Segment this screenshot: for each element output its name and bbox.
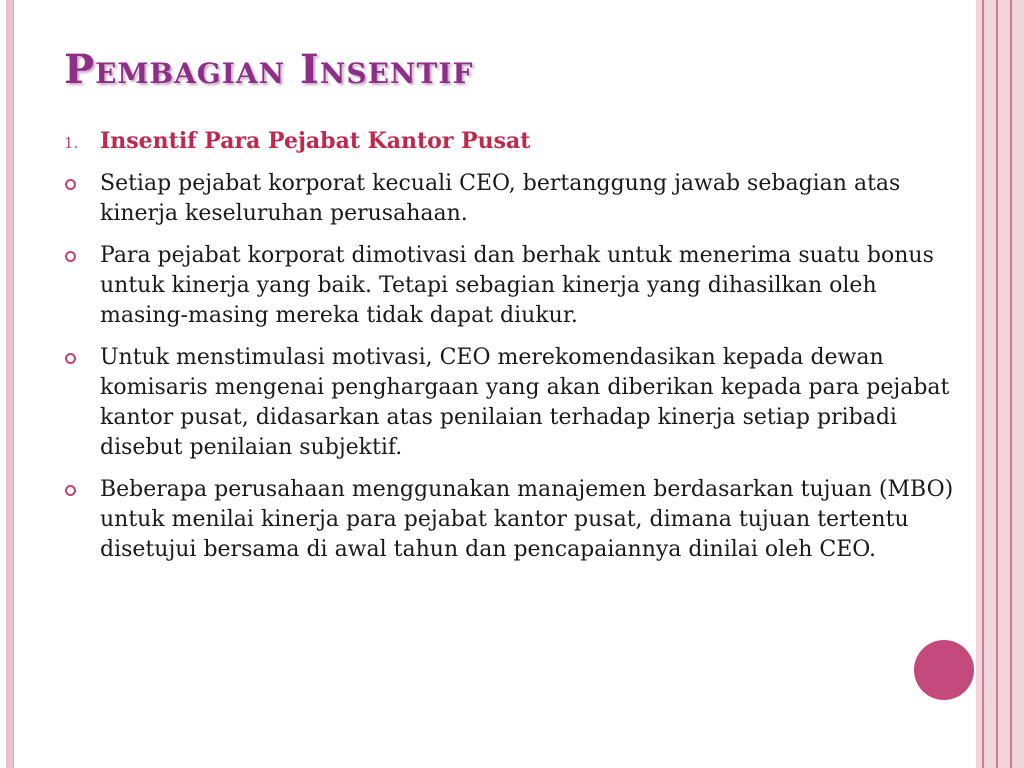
bullet-circle-icon — [64, 475, 94, 506]
bullet-text: Untuk menstimulasi motivasi, CEO merekomendasikan kepada dewan komisaris mengenai penghargaan yang akan diberikan kepada para pejabat kantor pusat, didasarkan atas penilaian terhadap kinerja setiap pribadi disebut penilaian subjektif. — [100, 345, 950, 460]
bullet-item — [64, 169, 964, 229]
section-heading: Insentif Para Pejabat Kantor Pusat — [100, 128, 531, 154]
bullet-item — [64, 475, 964, 565]
bullet-circle-icon — [64, 343, 94, 374]
bullet-text: Para pejabat korporat dimotivasi dan berhak untuk menerima suatu bonus untuk kinerja yang baik. Tetapi sebagian kinerja yang dihasilkan oleh masing-masing mereka tidak dapat diukur. — [100, 243, 934, 328]
decorative-circle-icon — [914, 640, 974, 700]
bullet-circle-icon — [64, 241, 94, 272]
right-border-decoration — [976, 0, 1024, 768]
bullet-item — [64, 343, 964, 463]
slide-title: Pembagian Insentif — [64, 46, 474, 93]
bullet-text: Beberapa perusahaan menggunakan manajemen berdasarkan tujuan (MBO) untuk menilai kinerja para pejabat kantor pusat, dimana tujuan tertentu disetujui bersama di awal tahun dan pencapaiannya dinilai oleh CEO. — [100, 477, 954, 562]
slide-content — [64, 126, 964, 577]
border-stripe — [1010, 0, 1012, 768]
bullet-circle-icon — [64, 169, 94, 200]
bullet-item — [64, 241, 964, 331]
border-stripe — [982, 0, 984, 768]
left-border-decoration — [6, 0, 14, 768]
item-number: 1. — [64, 134, 79, 152]
numbered-item — [64, 126, 964, 157]
bullet-text: Setiap pejabat korporat kecuali CEO, bertanggung jawab sebagian atas kinerja keseluruhan perusahaan. — [100, 171, 901, 226]
border-stripe — [996, 0, 998, 768]
